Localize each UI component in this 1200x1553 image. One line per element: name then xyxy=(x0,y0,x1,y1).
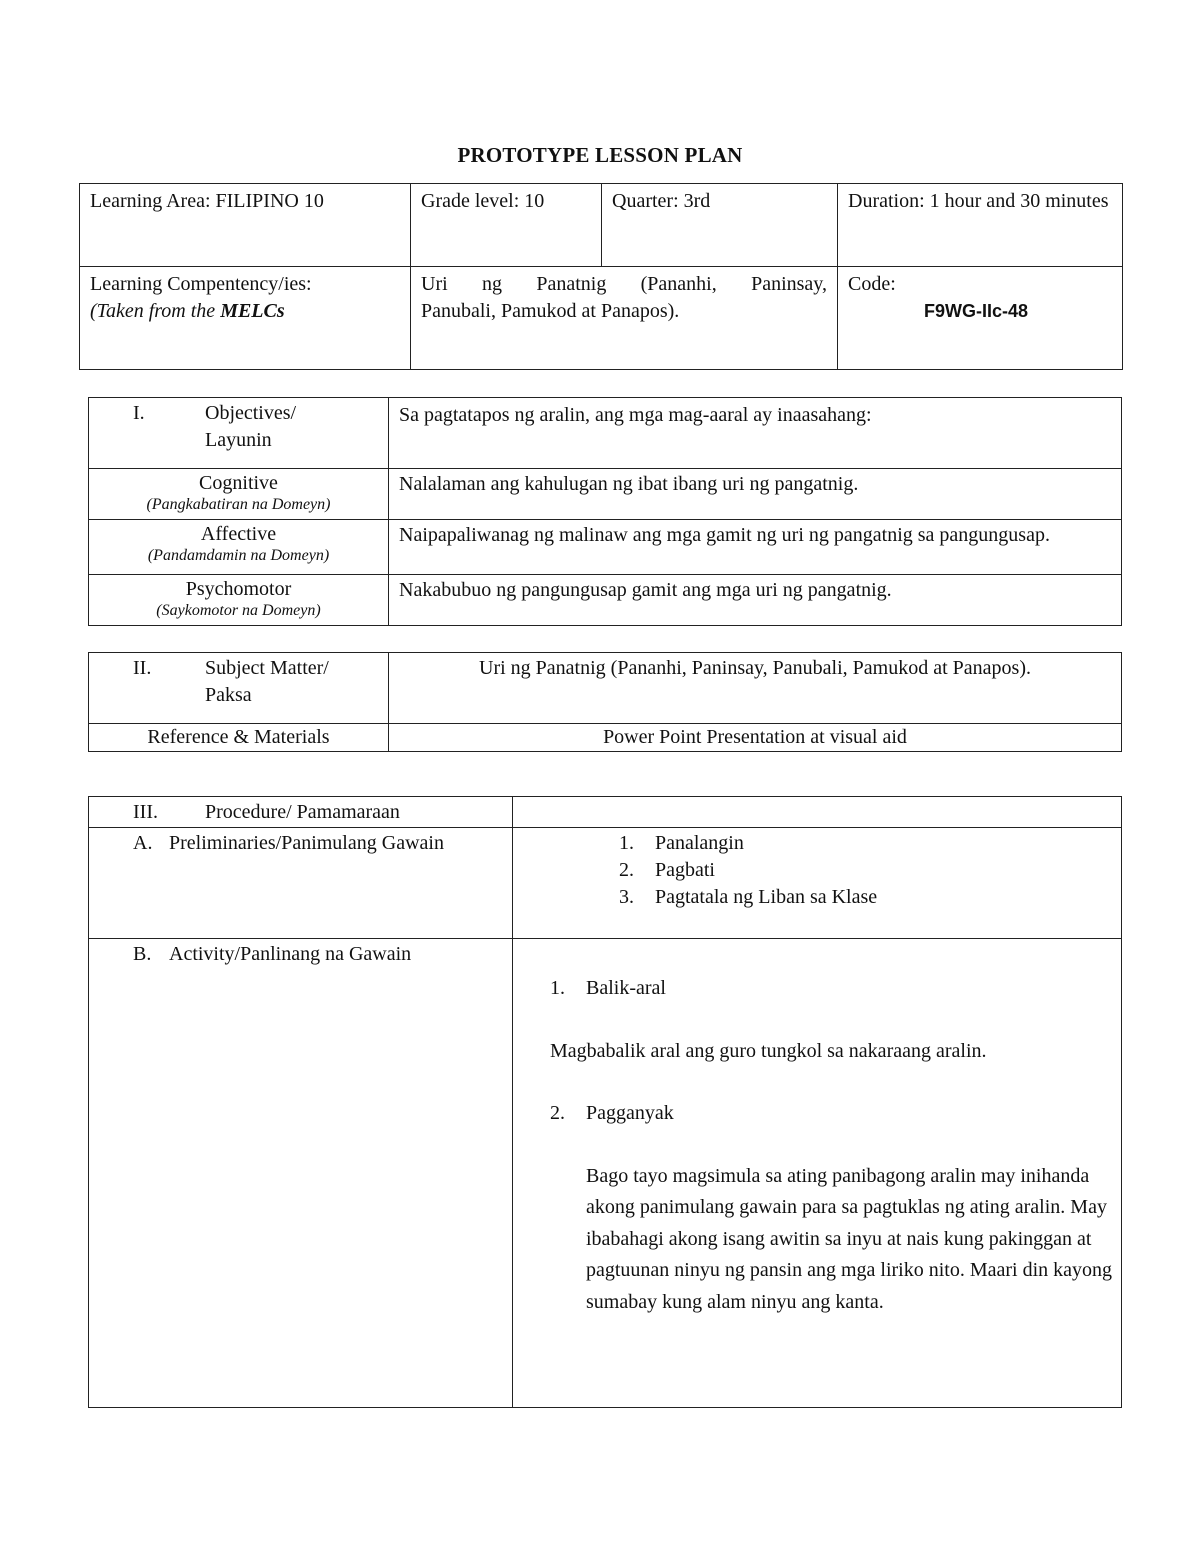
learning-area-cell: Learning Area: FILIPINO 10 xyxy=(80,184,411,267)
affective-domain-cell xyxy=(89,520,389,575)
list-item-number: 2. xyxy=(619,859,634,881)
psychomotor-objective-cell: Nakabubuo ng pangungusap gamit ang mga uri ng pangatnig. xyxy=(389,575,1122,626)
procedure-table xyxy=(88,796,1122,1408)
objectives-numeral: I. xyxy=(133,402,145,424)
list-item xyxy=(619,884,1121,911)
procedure-empty-cell xyxy=(513,797,1122,828)
balik-aral-description: Magbabalik aral ang guro tungkol sa nakaraang aralin. xyxy=(550,1039,987,1062)
subject-numeral: II. xyxy=(133,657,152,679)
competency-text-line1: Uri ng Panatnig (Pananhi, Paninsay, xyxy=(421,273,827,295)
psychomotor-domain-note: (Saykomotor na Domeyn) xyxy=(156,602,321,619)
header-table xyxy=(79,183,1123,370)
activity-step-pagganyak xyxy=(550,1098,1117,1130)
preliminaries-name: Preliminaries/Panimulang Gawain xyxy=(169,832,444,854)
subject-label-line1: Subject Matter/ xyxy=(205,657,329,679)
step-title: Pagganyak xyxy=(586,1102,674,1124)
list-item xyxy=(619,857,1121,884)
reference-text-cell: Power Point Presentation at visual aid xyxy=(389,724,1122,752)
subject-label xyxy=(205,655,329,709)
quarter-cell: Quarter: 3rd xyxy=(602,184,838,267)
activity-letter: B. xyxy=(133,943,152,965)
competency-note-prefix: (Taken from the xyxy=(90,300,221,322)
activity-step-balik-aral xyxy=(550,973,1117,1005)
reference-label-cell: Reference & Materials xyxy=(89,724,389,752)
grade-level-cell: Grade level: 10 xyxy=(411,184,602,267)
affective-domain-note: (Pandamdamin na Domeyn) xyxy=(147,547,330,564)
competency-label: Learning Compentency/ies: xyxy=(90,273,312,295)
cognitive-domain-label: Cognitive xyxy=(199,472,278,494)
subject-label-line2: Paksa xyxy=(205,684,252,706)
subject-label-cell xyxy=(89,653,389,724)
list-item-number: 3. xyxy=(619,886,634,908)
cognitive-domain-cell xyxy=(89,469,389,520)
code-cell xyxy=(838,267,1123,370)
pagganyak-description: Bago tayo magsimula sa ating panibagong aralin may inihanda akong panimulang gawain para sa pagtuklas ng ating aralin. May ibabahagi akong isang awitin sa inyu at nais kung pakinggan at pagtuunan ninyu ng pansin ang mga liriko nito. Maari din kayong sumabay kung alam ninyu ang kanta. xyxy=(586,1164,1113,1313)
competency-note-bold: MELCs xyxy=(220,300,285,322)
competency-note xyxy=(90,298,400,325)
list-item-text: Pagbati xyxy=(655,859,715,881)
affective-objective-cell: Naipapaliwanag ng malinaw ang mga gamit ng uri ng pangatnig sa pangungusap. xyxy=(389,520,1122,575)
objectives-label-line2: Layunin xyxy=(205,429,272,451)
step-title: Balik-aral xyxy=(586,977,666,999)
activity-name: Activity/Panlinang na Gawain xyxy=(169,943,412,965)
subject-matter-table xyxy=(88,652,1122,752)
subject-text-cell: Uri ng Panatnig (Pananhi, Paninsay, Panubali, Pamukod at Panapos). xyxy=(389,653,1122,724)
competency-text-line2: Panubali, Pamukod at Panapos). xyxy=(421,300,680,322)
duration-cell: Duration: 1 hour and 30 minutes xyxy=(838,184,1123,267)
list-item xyxy=(619,830,1121,857)
objectives-label xyxy=(205,400,296,454)
activity-label-cell xyxy=(89,939,513,1408)
cognitive-domain-note: (Pangkabatiran na Domeyn) xyxy=(146,496,331,513)
preliminaries-label-cell xyxy=(89,828,513,939)
psychomotor-domain-cell xyxy=(89,575,389,626)
list-item-number: 1. xyxy=(619,832,634,854)
procedure-label-cell xyxy=(89,797,513,828)
competency-text-cell xyxy=(411,267,838,370)
objectives-label-cell xyxy=(89,398,389,469)
competency-label-cell xyxy=(80,267,411,370)
cognitive-objective-cell: Nalalaman ang kahulugan ng ibat ibang uri ng pangatnig. xyxy=(389,469,1122,520)
list-item-text: Panalangin xyxy=(655,832,744,854)
preliminaries-list-cell xyxy=(513,828,1122,939)
objectives-label-line1: Objectives/ xyxy=(205,402,297,424)
step-number: 2. xyxy=(550,1102,565,1124)
list-item-text: Pagtatala ng Liban sa Klase xyxy=(655,886,878,908)
objectives-table xyxy=(88,397,1122,626)
procedure-label: Procedure/ Pamamaraan xyxy=(205,801,400,823)
code-label: Code: xyxy=(848,273,896,295)
procedure-numeral: III. xyxy=(133,801,158,823)
psychomotor-domain-label: Psychomotor xyxy=(185,578,292,600)
objectives-intro-cell: Sa pagtatapos ng aralin, ang mga mag-aaral ay inaasahang: xyxy=(389,398,1122,469)
affective-domain-label: Affective xyxy=(200,523,277,545)
document-title: PROTOTYPE LESSON PLAN xyxy=(457,143,743,167)
preliminaries-letter: A. xyxy=(133,832,153,854)
code-value: F9WG-IIc-48 xyxy=(924,301,1029,321)
activity-content-cell xyxy=(513,939,1122,1408)
step-number: 1. xyxy=(550,977,565,999)
